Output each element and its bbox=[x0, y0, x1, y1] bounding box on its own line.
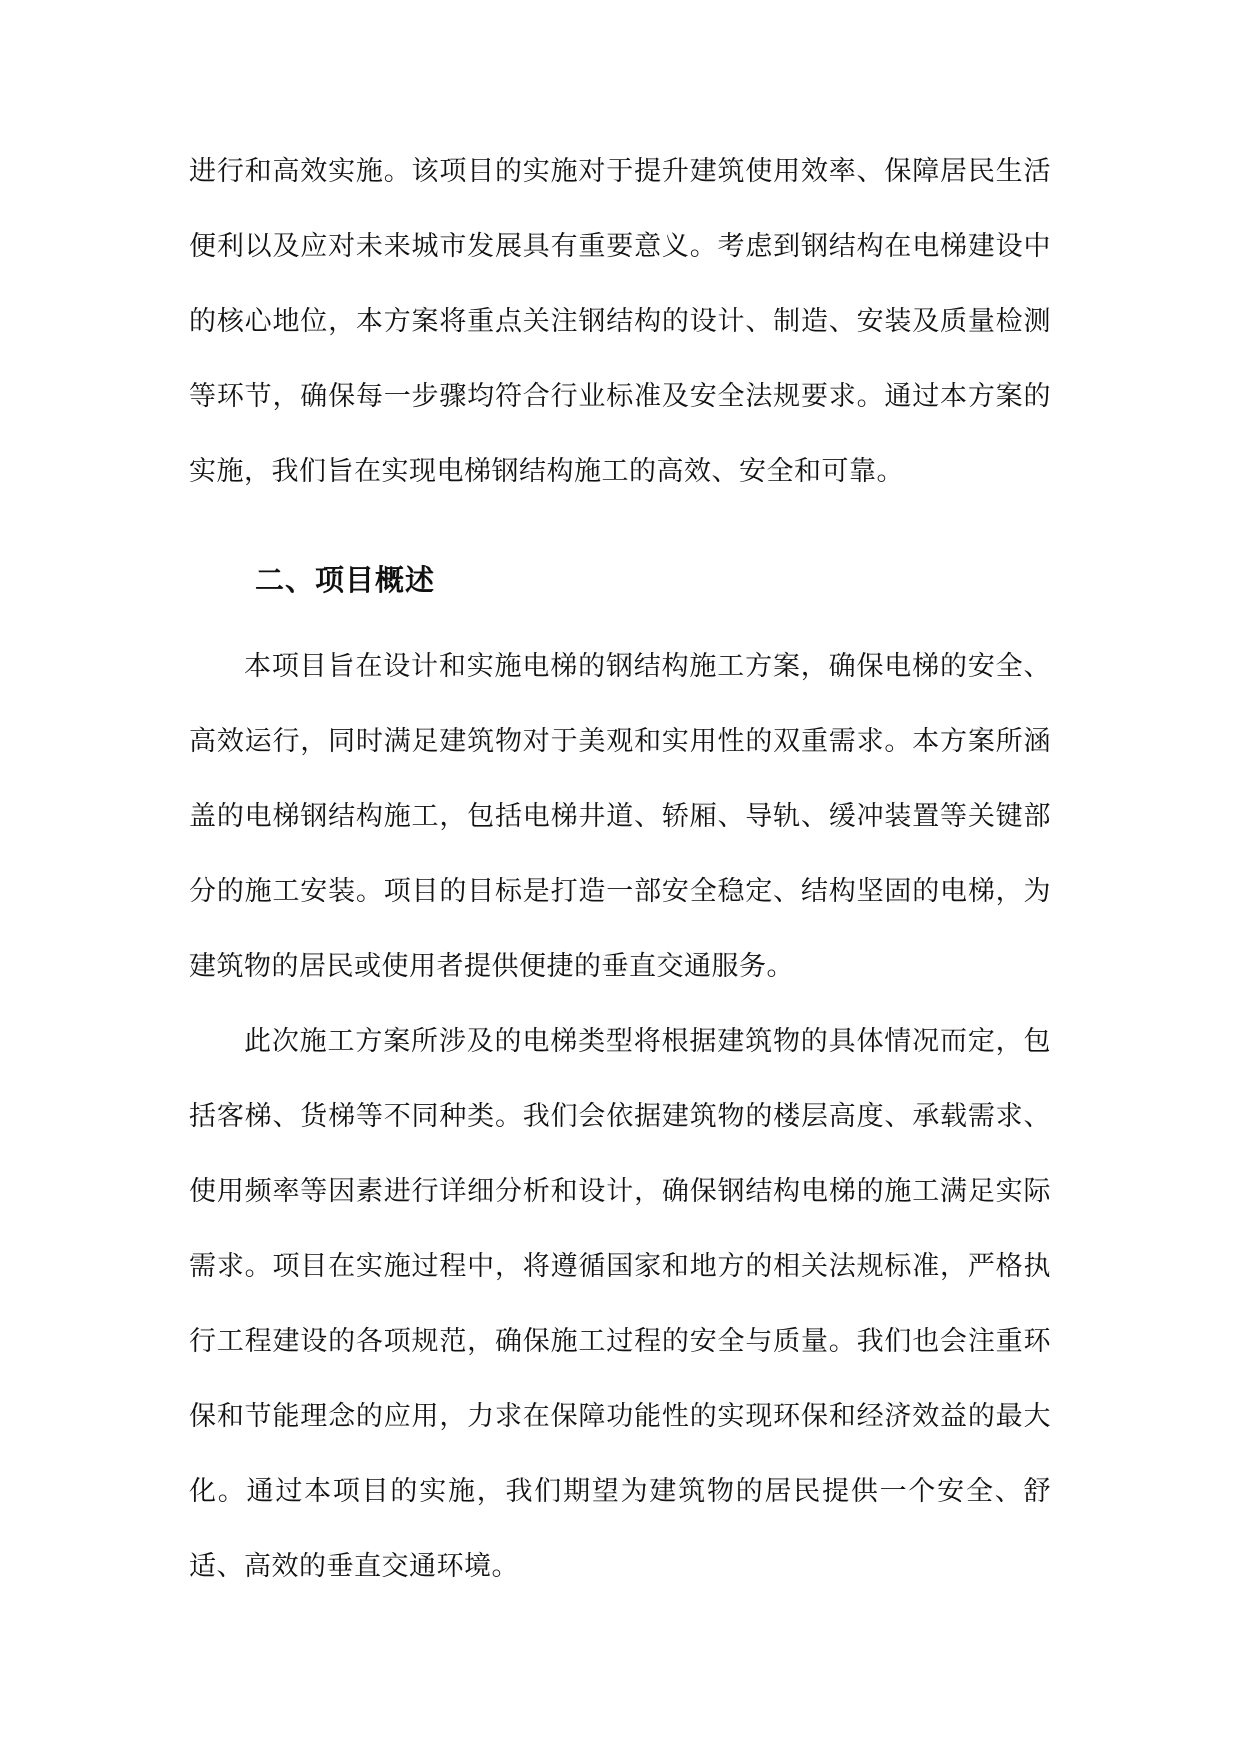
intro-continuation-paragraph: 进行和高效实施。该项目的实施对于提升建筑使用效率、保障居民生活便利以及应对未来城市发展具有重要意义。考虑到钢结构在电梯建设中的核心地位，本方案将重点关注钢结构的设计、制造、安装及质量检测等环节，确保每一步骤均符合行业标准及安全法规要求。通过本方案的实施，我们旨在实现电梯钢结构施工的高效、安全和可靠。 bbox=[189, 156, 1051, 487]
overview-paragraph-1: 本项目旨在设计和实施电梯的钢结构施工方案，确保电梯的安全、高效运行，同时满足建筑物对于美观和实用性的双重需求。本方案所涵盖的电梯钢结构施工，包括电梯井道、轿厢、导轨、缓冲装置等关键部分的施工安装。项目的目标是打造一部安全稳定、结构坚固的电梯，为建筑物的居民或使用者提供便捷的垂直交通服务。 bbox=[189, 651, 1051, 982]
section-heading-project-overview: 二、项目概述 bbox=[255, 563, 436, 597]
overview-paragraph-2: 此次施工方案所涉及的电梯类型将根据建筑物的具体情况而定，包括客梯、货梯等不同种类。我们会依据建筑物的楼层高度、承载需求、使用频率等因素进行详细分析和设计，确保钢结构电梯的施工满足实际需求。项目在实施过程中，将遵循国家和地方的相关法规标准，严格执行工程建设的各项规范，确保施工过程的安全与质量。我们也会注重环保和节能理念的应用，力求在保障功能性的实现环保和经济效益的最大化。通过本项目的实施，我们期望为建筑物的居民提供一个安全、舒适、高效的垂直交通环境。 bbox=[189, 1026, 1051, 1582]
